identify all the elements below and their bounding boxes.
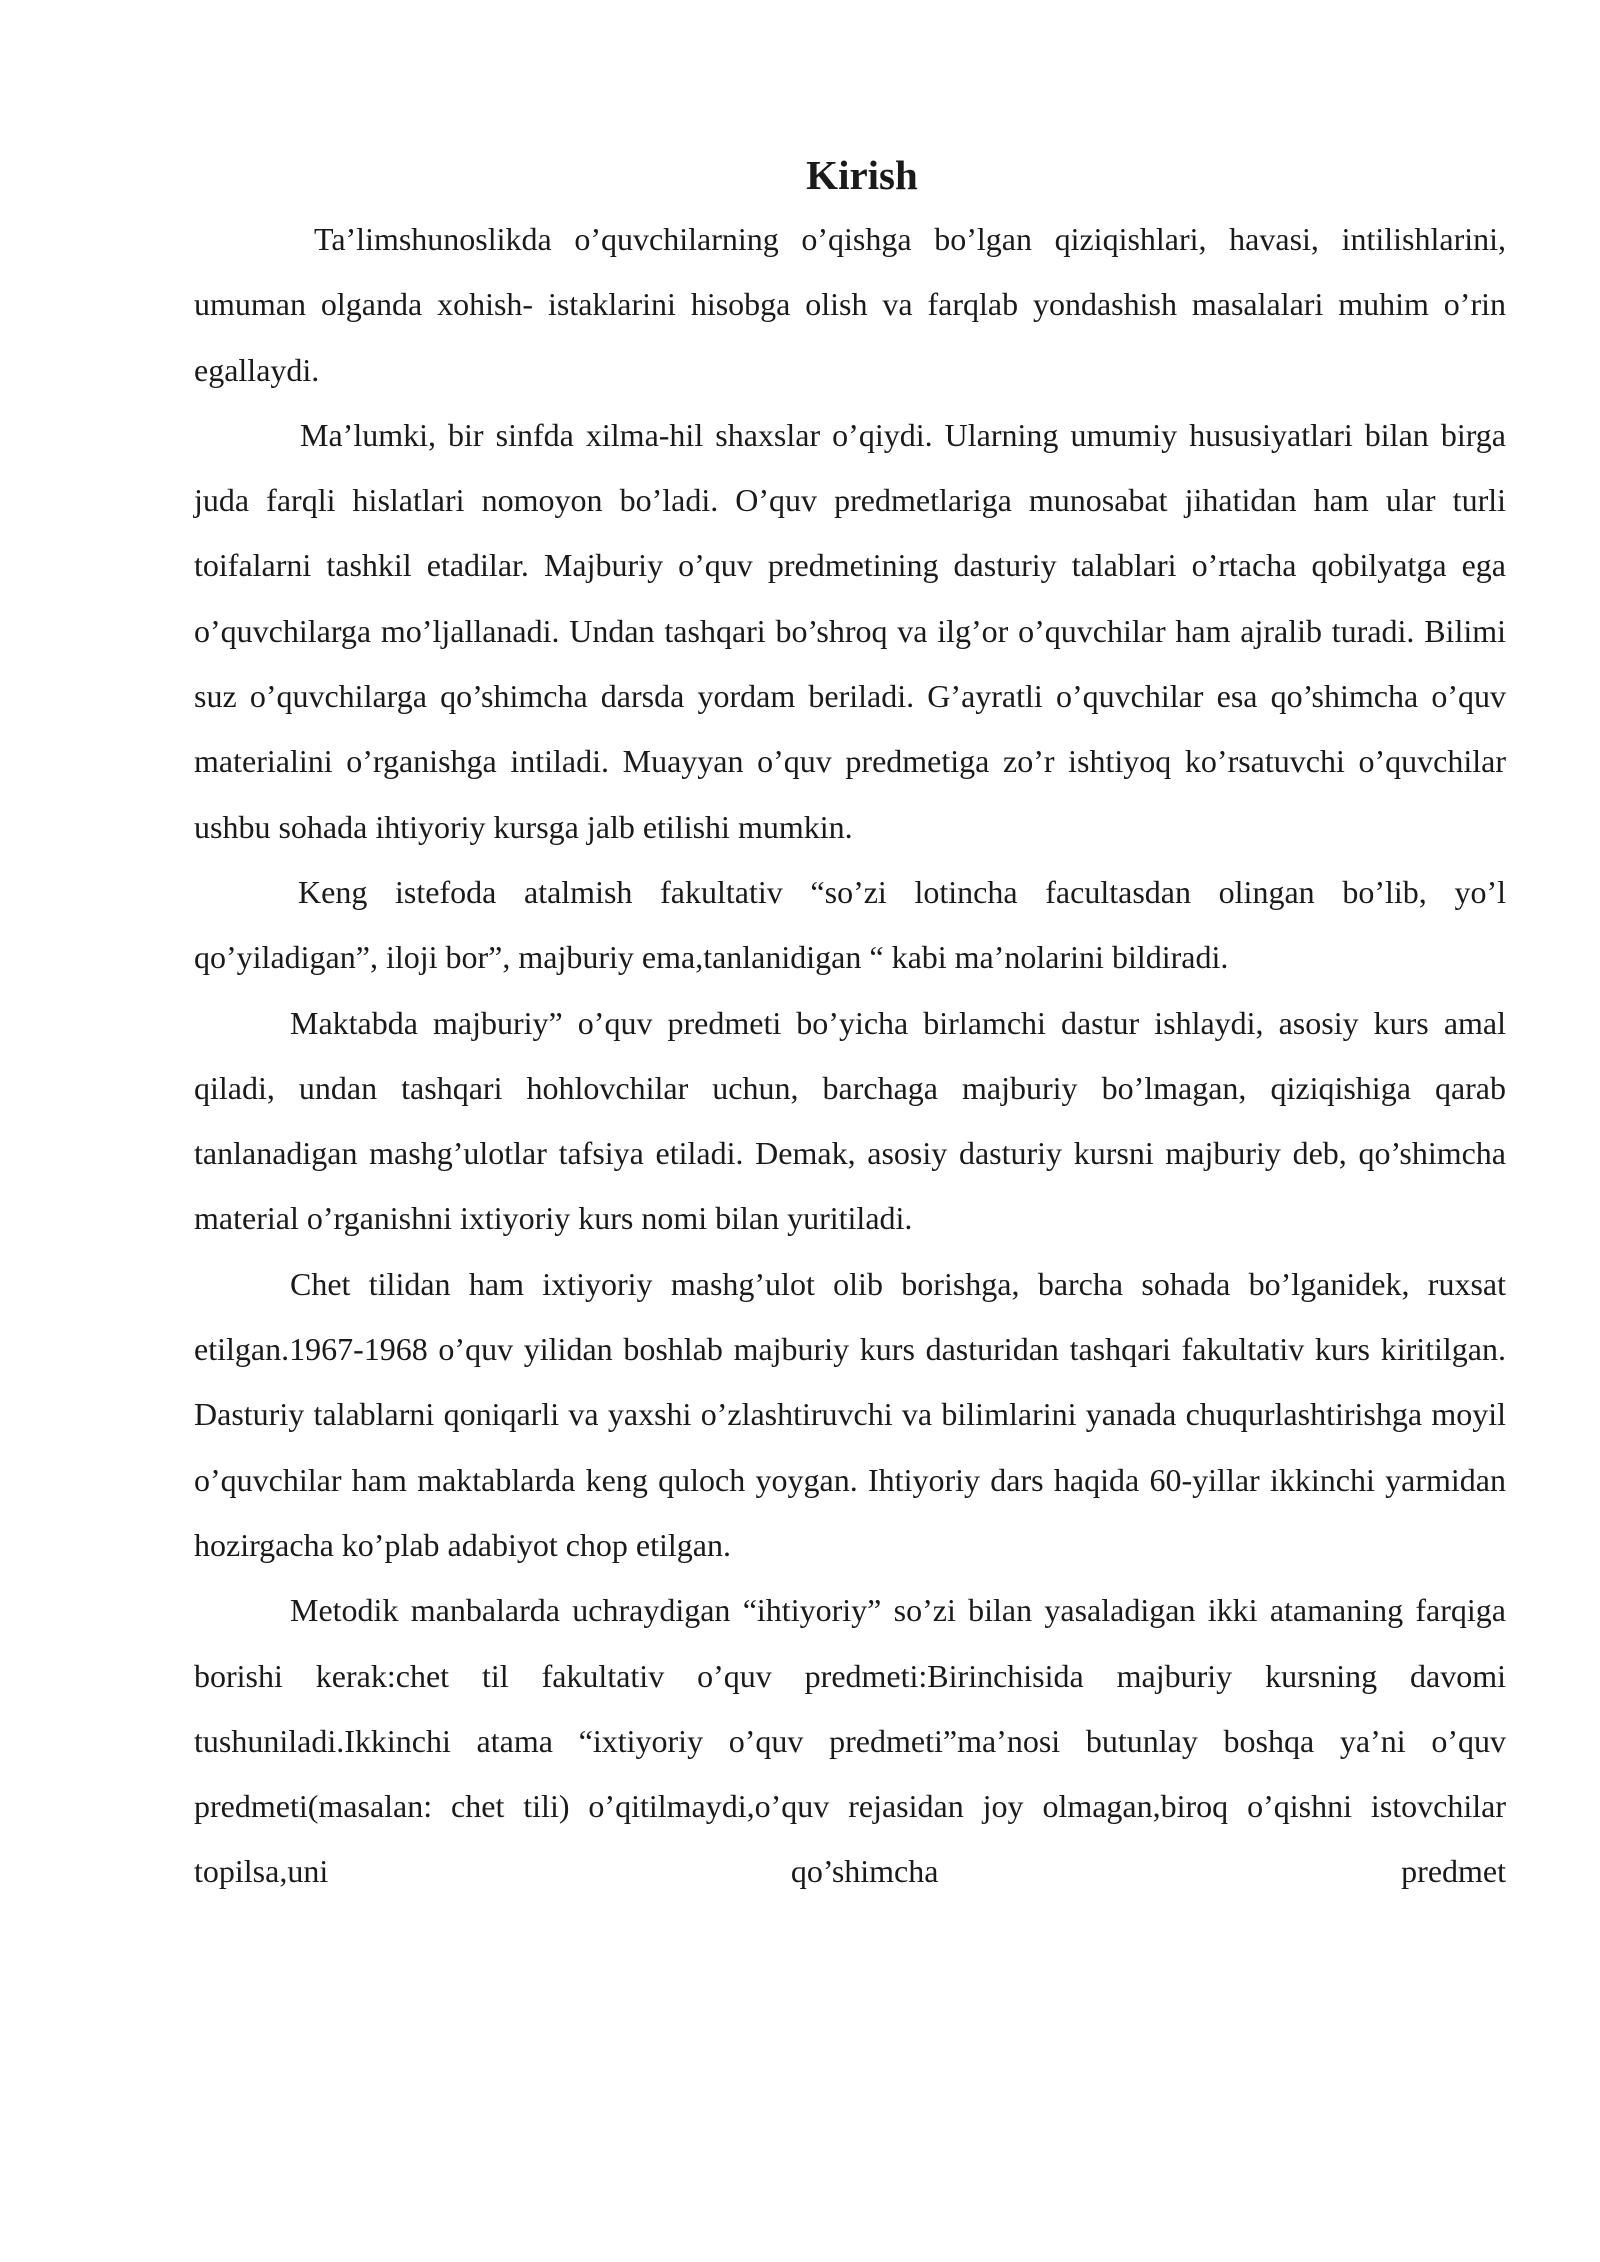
page-title: Kirish — [806, 152, 918, 198]
paragraph-4: Maktabda majburiy” o’quv predmeti bo’yicha birlamchi dastur ishlaydi, asosiy kurs amal qiladi, undan tashqari hohlovchilar uchun, barchaga majburiy bo’lmagan, qiziqishiga qarab tanlanadigan mashg’ulotlar tafsiya etiladi. Demak, asosiy dasturiy kursni majburiy deb, qo’shimcha material o’rganishni ixtiyoriy kurs nomi bilan yuritiladi. — [194, 1004, 1506, 1237]
paragraph-2: Ma’lumki, bir sinfda xilma-hil shaxslar o’qiydi. Ularning umumiy hususiyatlari bilan birga juda farqli hislatlari nomoyon bo’ladi. O’quv predmetlariga munosabat jihatidan ham ular turli toifalarni tashkil etadilar. Majburiy o’quv predmetining dasturiy talablari o’rtacha qobilyatga ega o’quvchilarga mo’ljallanadi. Undan tashqari bo’shroq va ilg’or o’quvchilar ham ajralib turadi. Bilimi suz o’quvchilarga qo’shimcha darsda yordam beriladi. G’ayratli o’quvchilar esa qo’shimcha o’quv materialini o’rganishga intiladi. Muayyan o’quv predmetiga zo’r ishtiyoq ko’rsatuvchi o’quvchilar ushbu sohada ihtiyoriy kursga jalb etilishi mumkin. — [194, 416, 1506, 845]
paragraph-3: Keng istefoda atalmish fakultativ “so’zi lotincha facultasdan olingan bo’lib, yo’l qo’yiladigan”, iloji bor”, majburiy ema,tanlanidigan “ kabi ma’nolarini bildiradi. — [194, 873, 1506, 976]
paragraph-5: Chet tilidan ham ixtiyoriy mashg’ulot olib borishga, barcha sohada bo’lganidek, ruxsat etilgan.1967-1968 o’quv yilidan boshlab majburiy kurs dasturidan tashqari fakultativ kurs kiritilgan. Dasturiy talablarni qoniqarli va yaxshi o’zlashtiruvchi va bilimlarini yanada chuqurlashtirishga moyil o’quvchilar ham maktablarda keng quloch yoygan. Ihtiyoriy dars haqida 60-yillar ikkinchi yarmidan hozirgacha ko’plab adabiyot chop etilgan. — [194, 1265, 1506, 1563]
paragraph-6: Metodik manbalarda uchraydigan “ihtiyoriy” so’zi bilan yasaladigan ikki atamaning farqiga borishi kerak:chet til fakultativ o’quv predmeti:Birinchisida majburiy kursning davomi tushuniladi.Ikkinchi atama “ixtiyoriy o’quv predmeti”ma’nosi butunlay boshqa ya’ni o’quv predmeti(masalan: chet tili) o’qitilmaydi,o’quv rejasidan joy olmagan,biroq o’qishni istovchilar topilsa,uni qo’shimcha predmet — [194, 1592, 1506, 1890]
paragraph-1: Ta’limshunoslikda o’quvchilarning o’qishga bo’lgan qiziqishlari, havasi, intilishlarini, umuman olganda xohish- istaklarini hisobga olish va farqlab yondashish masalalari muhim o’rin egallaydi. — [194, 221, 1506, 388]
document-body — [194, 145, 1506, 1905]
